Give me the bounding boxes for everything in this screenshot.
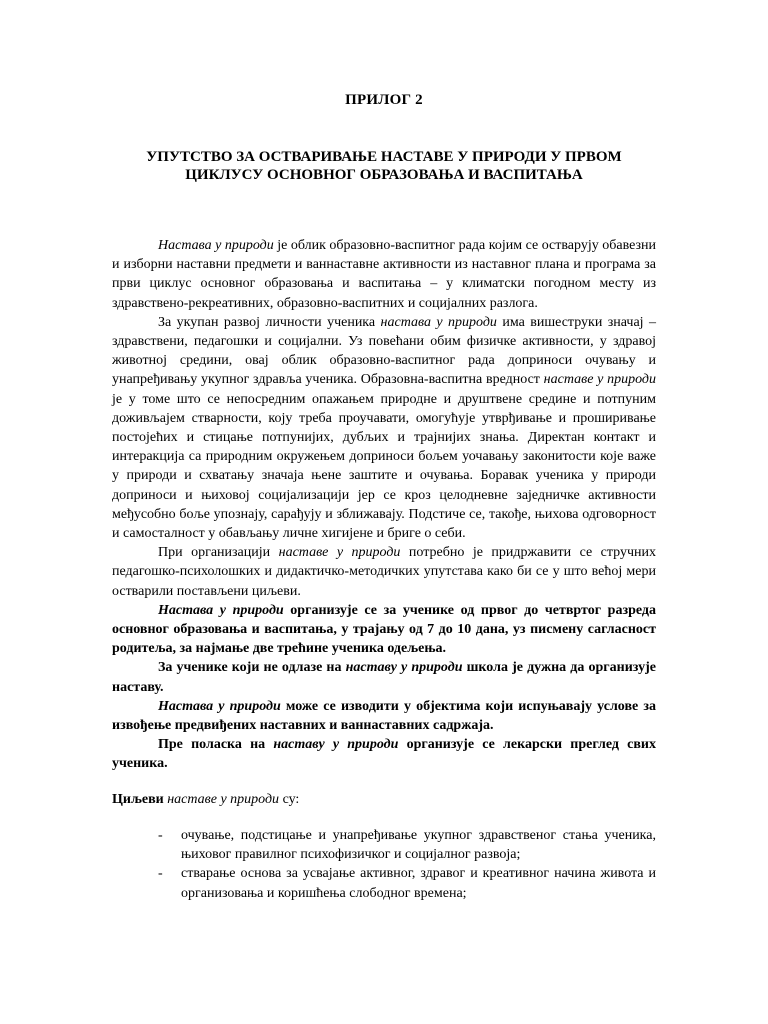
paragraph-text: При организацији [158, 545, 279, 561]
list-bullet: - [158, 866, 163, 882]
list-item [112, 864, 656, 902]
paragraph-text: може се изводити у објектима који испуњавају услове за извођење предвиђених наставних и ваннаставних садржаја. [112, 698, 656, 734]
paragraph-text: За укупан развој личности ученика [158, 314, 381, 330]
goals-label: Циљеви [112, 792, 164, 807]
title-line-1: УПУТСТВО ЗА ОСТВАРИВАЊЕ НАСТАВЕ У ПРИРОДИ У ПРВОМ [146, 149, 622, 165]
italic-term: наставе у природи [278, 545, 401, 561]
paragraph-2 [112, 313, 656, 543]
paragraph-text: организује се лекарски преглед свих ученика. [112, 737, 656, 772]
paragraph-6 [112, 697, 656, 735]
italic-term: Настава у природи [158, 698, 281, 714]
italic-term: наставе у природи [167, 792, 280, 807]
italic-term: настава у природи [380, 314, 497, 330]
annex-heading: ПРИЛОГ 2 [345, 92, 423, 108]
italic-term: наставу у природи [273, 737, 399, 753]
goals-heading [112, 792, 656, 808]
paragraph-text: Пре поласка на [158, 737, 274, 753]
italic-term: наставу у природи [345, 660, 463, 676]
goals-list [112, 826, 656, 903]
paragraph-3 [112, 543, 656, 601]
goals-text: су: [279, 792, 300, 807]
list-item [112, 826, 656, 864]
paragraph-text: организује се за ученике од првог до четвртог разреда основног образовања и васпитања, у трајању од 7 до 10 дана, уз писмену сагласност родитеља, за најмање две трећине ученика одељења. [112, 602, 656, 657]
paragraph-text: има вишеструки значај – здравствени, педагошки и социјални. Уз повећани обим физичке активности, у здравој животној средини, овај облик образовно-васпитног рада доприноси очувању и унапређивању укупног здравља ученика. Образовна-васпитна вредност [112, 314, 656, 388]
paragraph-4 [112, 601, 656, 659]
document-title [0, 148, 768, 184]
paragraph-7 [112, 735, 656, 773]
italic-term: наставе у природи [543, 372, 656, 388]
italic-term: Настава у природи [158, 238, 274, 253]
italic-term: Настава у природи [158, 602, 284, 618]
paragraph-5 [112, 658, 656, 696]
paragraph-text: потребно је придржавити се стручних педагошко-психолошких и дидактичко-методичких упутстава како би се у што већој мери остварили постављени циљеви. [112, 545, 657, 599]
title-line-2: ЦИКЛУСУ ОСНОВНОГ ОБРАЗОВАЊА И ВАСПИТАЊА [185, 167, 583, 183]
paragraph-text: је облик образовно-васпитног рада којим се остварују обавезни и изборни наставни предмети и ваннаставне активности из наставног плана и програма за први циклус основног образовања и васпитања – у климатски погодном месту из здравствено-рекреативних, образовно-васпитних и социјалних разлога. [112, 238, 657, 311]
paragraph-text: школа је дужна да организује наставу. [112, 660, 656, 695]
paragraph-text: За ученике који не одлазе на [158, 660, 346, 676]
paragraph-text: је у томе што се непосредним опажањем природне и друштвене средине и потпуним доживљајем стварности, коју треба проучавати, омогућује утврђивање и проширивање постојећих и стицање потпунијих, дубљих и трајнијих знања. Директан контакт и интеракција са природним окружењем доприноси бољем уочавању законитости које важе у природи и схватању значаја њене заштите и очувања. Боравак ученика у природи доприноси и њиховој социјализацији јер се кроз целодневне заједничке активности међусобно боље упознају, сарађују и зближавају. Подстиче се, такође, њихова одговорност и самосталност у обављању личне хигијене и бриге о себи. [112, 391, 656, 542]
document-body [112, 236, 656, 774]
list-bullet: - [158, 828, 163, 843]
paragraph-1 [112, 236, 656, 313]
list-item-text: очување, подстицање и унапређивање укупног здравственог стања ученика, њиховог правилног психофизичког и социјалног развоја; [181, 828, 656, 863]
list-item-text: стварање основа за усвајање активног, здравог и креативног начина живота и организовања и коришћења слободног времена; [181, 866, 656, 901]
